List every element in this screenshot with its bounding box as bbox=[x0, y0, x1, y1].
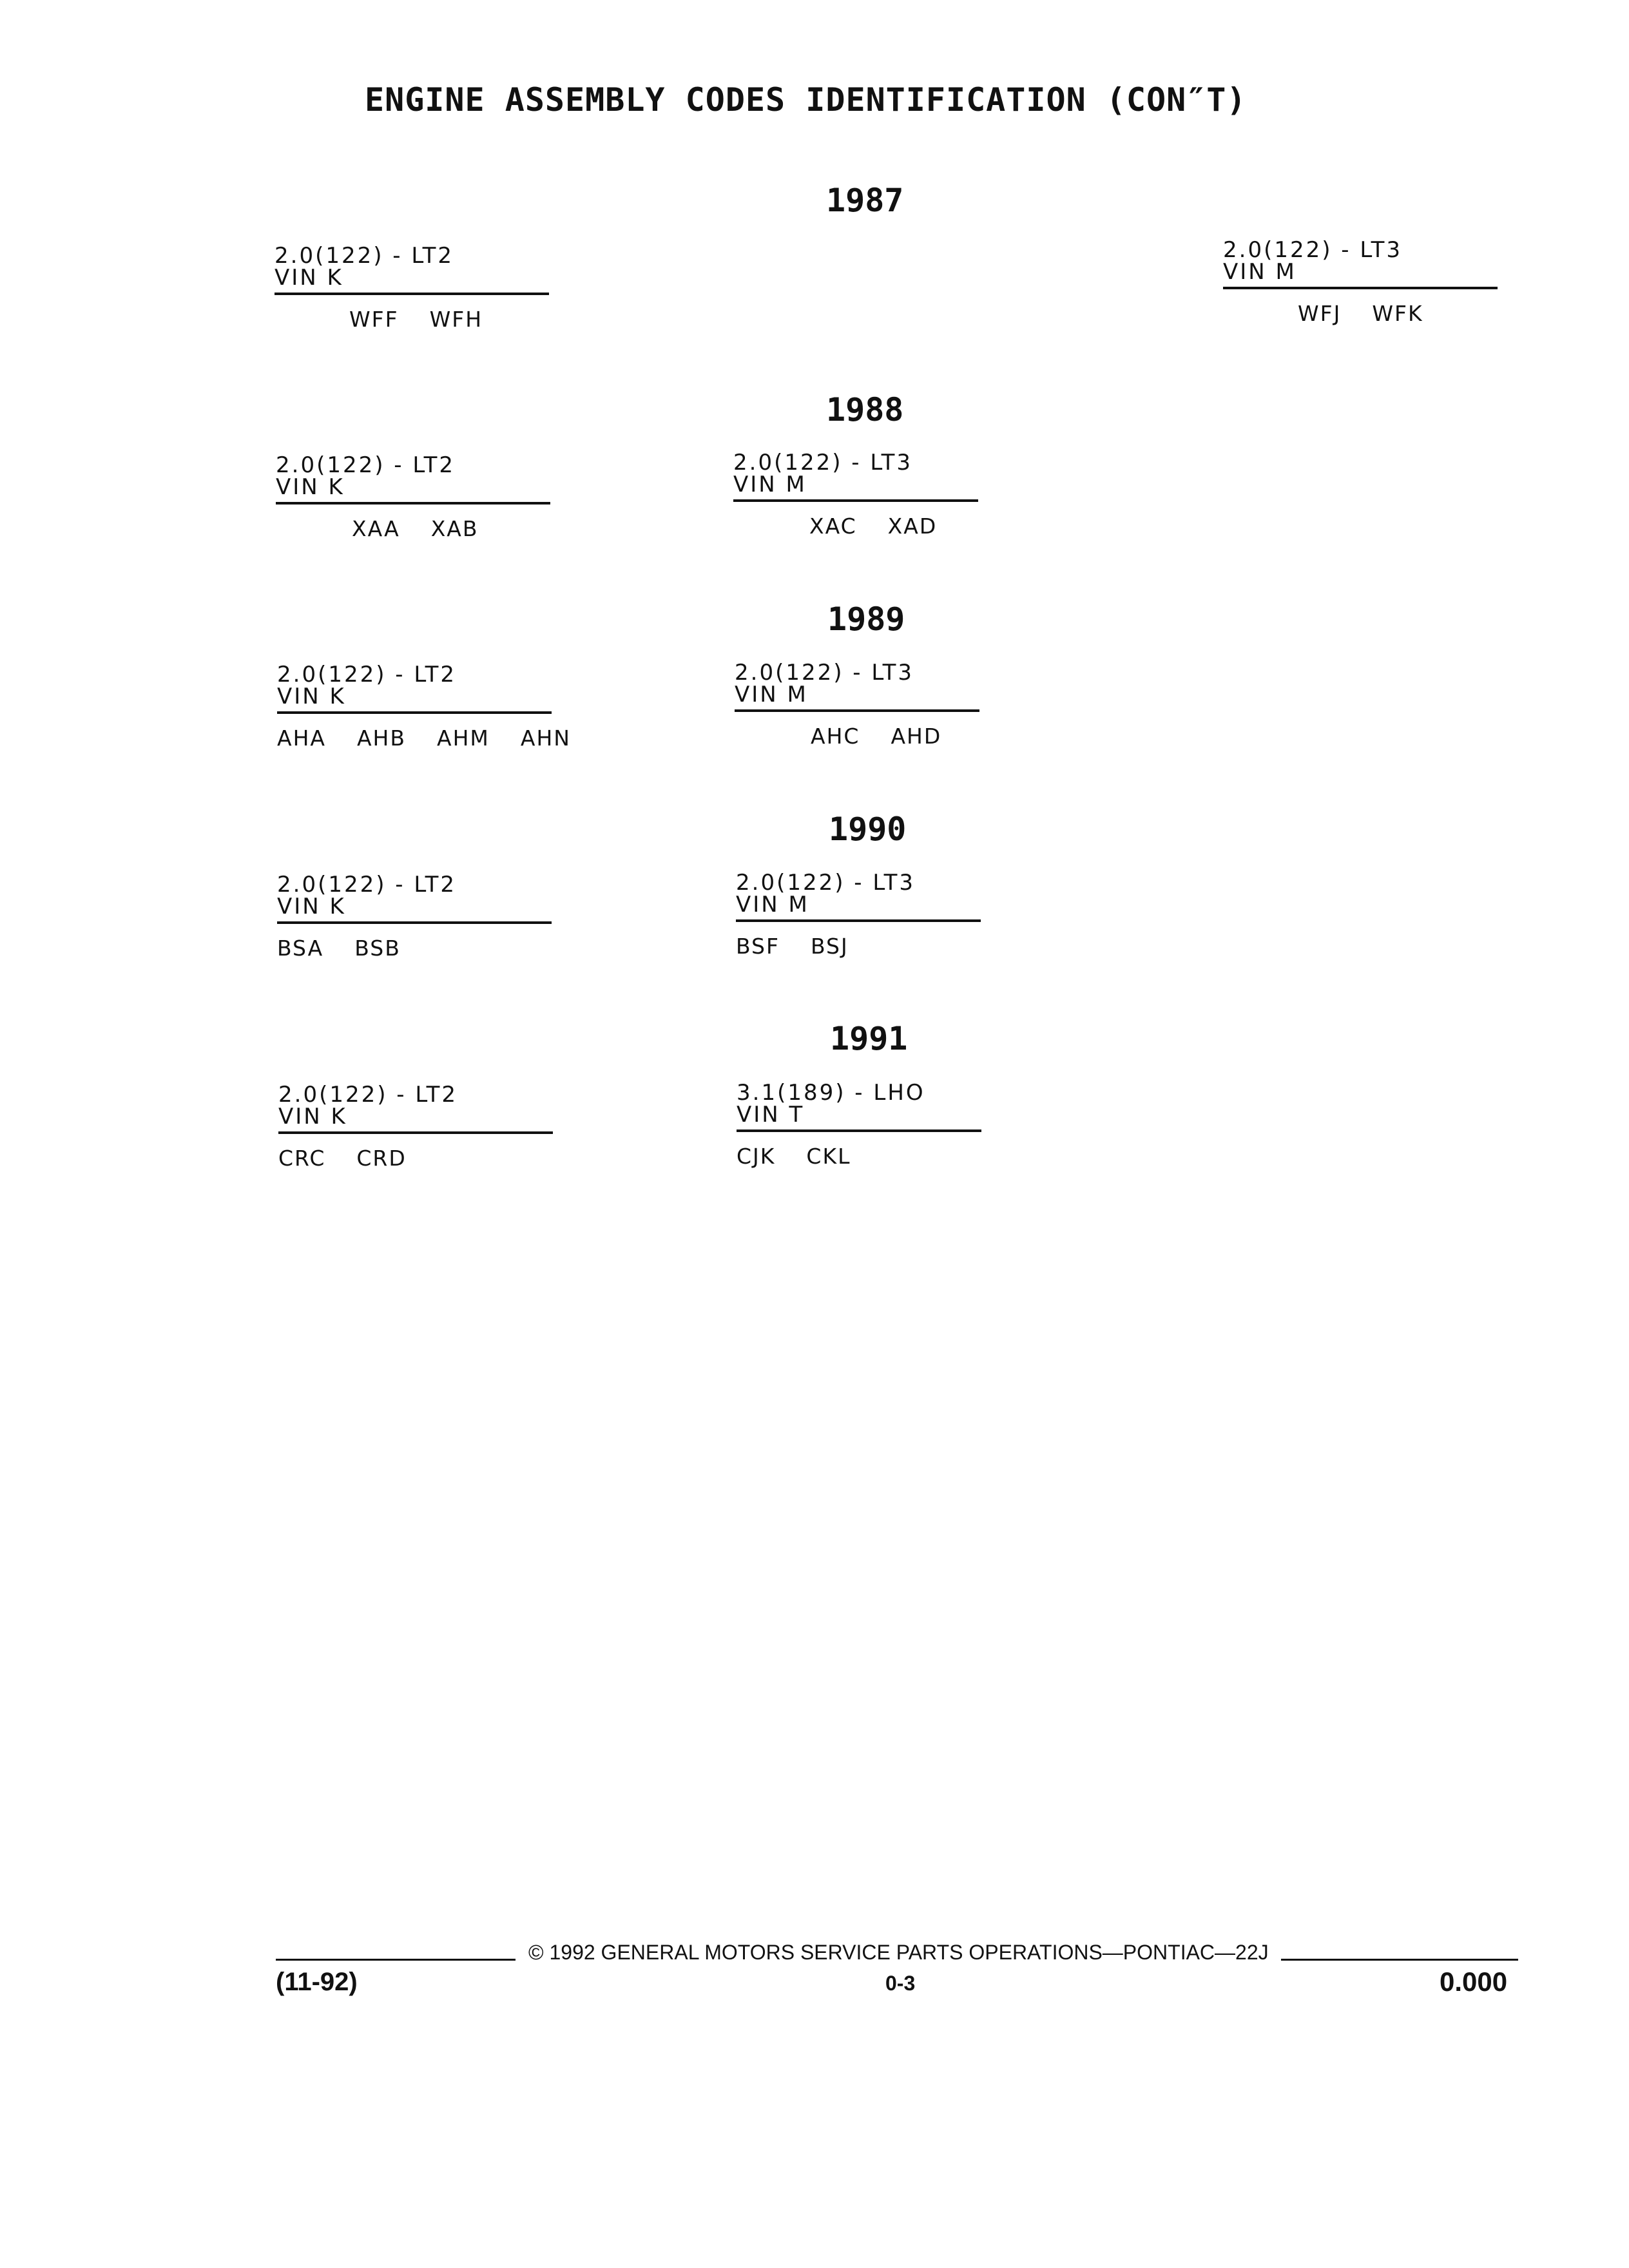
engine-label: 2.0(122) - LT2 bbox=[275, 243, 454, 269]
vin-label: VIN K bbox=[277, 896, 552, 924]
year-heading-1989: 1989 bbox=[827, 601, 905, 638]
assembly-code: AHC bbox=[811, 724, 860, 749]
engine-block-1987-lt3 bbox=[1223, 239, 1498, 326]
engine-block-1987-lt2 bbox=[275, 245, 549, 332]
code-list bbox=[737, 1144, 981, 1169]
assembly-code: AHM bbox=[437, 726, 490, 751]
page-title: ENGINE ASSEMBLY CODES IDENTIFICATION (CON″T) bbox=[365, 81, 1247, 119]
assembly-code: WFJ bbox=[1298, 301, 1342, 326]
code-list bbox=[277, 936, 552, 961]
assembly-code: CRC bbox=[278, 1146, 326, 1171]
engine-block-1988-lt3 bbox=[733, 452, 978, 539]
vin-label: VIN M bbox=[733, 474, 978, 502]
vin-label: VIN M bbox=[1223, 261, 1498, 289]
footer-rule-left bbox=[276, 1959, 516, 1961]
assembly-code: CJK bbox=[737, 1144, 776, 1169]
engine-block-1991-lho bbox=[737, 1082, 981, 1169]
engine-block-1990-lt2 bbox=[277, 874, 552, 961]
engine-label: 2.0(122) - LT2 bbox=[277, 662, 457, 687]
assembly-code: XAD bbox=[887, 514, 938, 539]
code-list bbox=[275, 307, 549, 332]
year-heading-1991: 1991 bbox=[830, 1020, 908, 1057]
engine-block-1989-lt2 bbox=[277, 662, 571, 751]
vin-label: VIN K bbox=[275, 267, 549, 295]
engine-label: 2.0(122) - LT2 bbox=[277, 872, 457, 898]
engine-block-1988-lt2 bbox=[276, 454, 550, 541]
assembly-code: BSF bbox=[736, 934, 780, 959]
assembly-code: AHN bbox=[520, 726, 571, 751]
assembly-code: AHB bbox=[356, 726, 406, 751]
engine-block-1991-lt2 bbox=[278, 1084, 553, 1171]
assembly-code: WFF bbox=[349, 307, 399, 332]
assembly-code: AHA bbox=[277, 726, 326, 751]
code-list bbox=[735, 724, 979, 749]
assembly-code: AHD bbox=[891, 724, 942, 749]
code-list bbox=[1223, 301, 1498, 326]
vin-label: VIN M bbox=[735, 684, 979, 712]
assembly-code: XAA bbox=[352, 516, 400, 541]
assembly-code: BSB bbox=[354, 936, 401, 961]
assembly-code: WFH bbox=[429, 307, 483, 332]
vin-label: VIN M bbox=[736, 894, 981, 922]
footer-rule-right bbox=[1281, 1959, 1518, 1961]
engine-label: 2.0(122) - LT2 bbox=[276, 452, 456, 478]
assembly-code: BSJ bbox=[811, 934, 849, 959]
assembly-code: BSA bbox=[277, 936, 324, 961]
year-heading-1988: 1988 bbox=[826, 391, 904, 428]
page-number: 0-3 bbox=[885, 1972, 916, 1995]
engine-label: 2.0(122) - LT2 bbox=[278, 1082, 458, 1108]
year-heading-1990: 1990 bbox=[829, 811, 907, 848]
code-list bbox=[736, 934, 981, 959]
vin-label: VIN K bbox=[276, 476, 550, 505]
code-list bbox=[277, 726, 571, 751]
engine-block-1989-lt3 bbox=[735, 662, 979, 749]
revision-date: (11-92) bbox=[276, 1968, 358, 1996]
copyright-notice: © 1992 GENERAL MOTORS SERVICE PARTS OPERATIONS—PONTIAC—22J bbox=[528, 1941, 1269, 1964]
engine-label: 3.1(189) - LHO bbox=[737, 1080, 925, 1106]
vin-label: VIN K bbox=[278, 1106, 553, 1134]
assembly-code: CKL bbox=[806, 1144, 851, 1169]
code-list bbox=[278, 1146, 553, 1171]
engine-label: 2.0(122) - LT3 bbox=[735, 660, 914, 686]
vin-label: VIN T bbox=[737, 1104, 981, 1132]
assembly-code: XAB bbox=[430, 516, 479, 541]
year-heading-1987: 1987 bbox=[826, 182, 904, 219]
engine-label: 2.0(122) - LT3 bbox=[736, 870, 916, 896]
assembly-code: CRD bbox=[356, 1146, 407, 1171]
assembly-code: XAC bbox=[809, 514, 857, 539]
section-number: 0.000 bbox=[1440, 1966, 1508, 1997]
code-list bbox=[276, 516, 550, 541]
code-list bbox=[733, 514, 978, 539]
vin-label: VIN K bbox=[277, 686, 552, 714]
assembly-code: WFK bbox=[1372, 301, 1423, 326]
engine-block-1990-lt3 bbox=[736, 872, 981, 959]
engine-label: 2.0(122) - LT3 bbox=[733, 450, 913, 476]
engine-label: 2.0(122) - LT3 bbox=[1223, 237, 1403, 263]
